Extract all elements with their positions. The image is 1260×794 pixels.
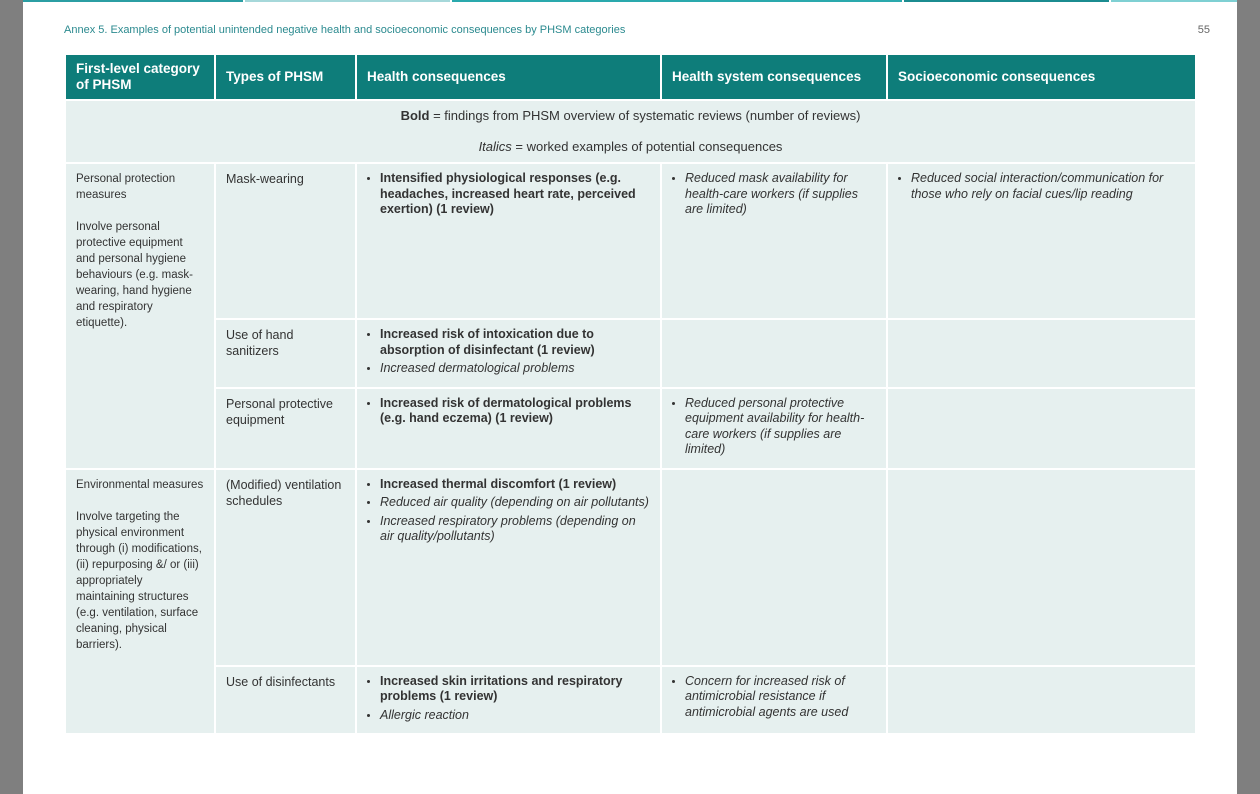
phsm-type-cell: Use of hand sanitizers: [215, 319, 356, 388]
bullet-list: [672, 171, 876, 218]
column-header: Health system consequences: [661, 54, 887, 100]
bullet-list: [898, 171, 1185, 202]
bullet-list: [367, 674, 650, 724]
legend-italic-text: = worked examples of potential consequences: [511, 139, 783, 154]
category-cell: [65, 163, 215, 469]
table-row: [65, 469, 1196, 666]
table-row: [65, 319, 1196, 388]
phsm-type-cell: Mask-wearing: [215, 163, 356, 319]
health-consequences-cell: [356, 388, 661, 469]
phsm-type-cell: Personal protective equipment: [215, 388, 356, 469]
decorative-bar: [245, 0, 450, 2]
list-item: • Reduced personal protective equipment availability for health-care workers (if supplies are limited): [685, 396, 876, 458]
table-row: [65, 388, 1196, 469]
legend-row: [65, 100, 1196, 163]
health-consequences-cell: [356, 469, 661, 666]
list-item: • Increased dermatological problems: [380, 361, 650, 377]
list-item: • Reduced social interaction/communication for those who rely on facial cues/lip reading: [911, 171, 1185, 202]
phsm-consequences-table: [64, 53, 1197, 735]
health-consequences-cell: [356, 319, 661, 388]
list-item: • Increased respiratory problems (depending on air quality/pollutants): [380, 514, 650, 545]
socioeconomic-consequences-cell: [887, 666, 1196, 735]
decorative-bar: [452, 0, 902, 2]
decorative-bar: [23, 0, 243, 2]
health-system-consequences-cell: [661, 388, 887, 469]
list-item: • Increased risk of dermatological problems (e.g. hand eczema) (1 review): [380, 396, 650, 427]
list-item: • Reduced mask availability for health-care workers (if supplies are limited): [685, 171, 876, 218]
decorative-bar: [1111, 0, 1237, 2]
table-header-row: [65, 54, 1196, 100]
bullet-list: [672, 674, 876, 721]
health-system-consequences-cell: [661, 469, 887, 666]
list-item: • Increased risk of intoxication due to absorption of disinfectant (1 review): [380, 327, 650, 358]
bullet-list: [367, 396, 650, 427]
column-header: Health consequences: [356, 54, 661, 100]
table-row: [65, 163, 1196, 319]
legend-bold-text: = findings from PHSM overview of systematic reviews (number of reviews): [429, 108, 861, 123]
legend-cell: [65, 100, 1196, 163]
health-consequences-cell: [356, 163, 661, 319]
health-system-consequences-cell: [661, 163, 887, 319]
category-cell: [65, 469, 215, 735]
socioeconomic-consequences-cell: [887, 388, 1196, 469]
health-system-consequences-cell: [661, 666, 887, 735]
list-item: • Reduced air quality (depending on air pollutants): [380, 495, 650, 511]
phsm-type-cell: Use of disinfectants: [215, 666, 356, 735]
socioeconomic-consequences-cell: [887, 319, 1196, 388]
health-system-consequences-cell: [661, 319, 887, 388]
bullet-list: [367, 171, 650, 218]
column-header: Types of PHSM: [215, 54, 356, 100]
category-description: Involve personal protective equipment and personal hygiene behaviours (e.g. mask-wearing, hand hygiene and respiratory etiquette).: [76, 221, 193, 329]
decorative-bar: [904, 0, 1109, 2]
list-item: • Concern for increased risk of antimicrobial resistance if antimicrobial agents are used: [685, 674, 876, 721]
list-item: • Increased skin irritations and respiratory problems (1 review): [380, 674, 650, 705]
category-name: Environmental measures: [76, 478, 204, 491]
legend-bold-label: Bold: [400, 108, 430, 123]
phsm-type-cell: (Modified) ventilation schedules: [215, 469, 356, 666]
socioeconomic-consequences-cell: [887, 163, 1196, 319]
legend-italic-label: Italics: [478, 139, 512, 154]
document-page: [23, 0, 1237, 794]
list-item: • Allergic reaction: [380, 708, 650, 724]
table-row: [65, 666, 1196, 735]
list-item: • Intensified physiological responses (e.g. headaches, increased heart rate, perceived exertion) (1 review): [380, 171, 650, 218]
running-header: Annex 5. Examples of potential unintended negative health and socioeconomic consequences by PHSM categories: [64, 24, 626, 36]
socioeconomic-consequences-cell: [887, 469, 1196, 666]
bullet-list: [367, 477, 650, 545]
page-number: 55: [1197, 24, 1210, 36]
category-description: Involve targeting the physical environment through (i) modifications, (ii) repurposing &/ or (iii) appropriately maintaining structures (e.g. ventilation, surface cleaning, physical barriers).: [76, 510, 202, 651]
column-header: Socioeconomic consequences: [887, 54, 1196, 100]
bullet-list: [367, 327, 650, 377]
bullet-list: [672, 396, 876, 458]
category-name: Personal protection measures: [76, 173, 176, 201]
list-item: • Increased thermal discomfort (1 review): [380, 477, 650, 493]
column-header: First-level category of PHSM: [65, 54, 215, 100]
health-consequences-cell: [356, 666, 661, 735]
